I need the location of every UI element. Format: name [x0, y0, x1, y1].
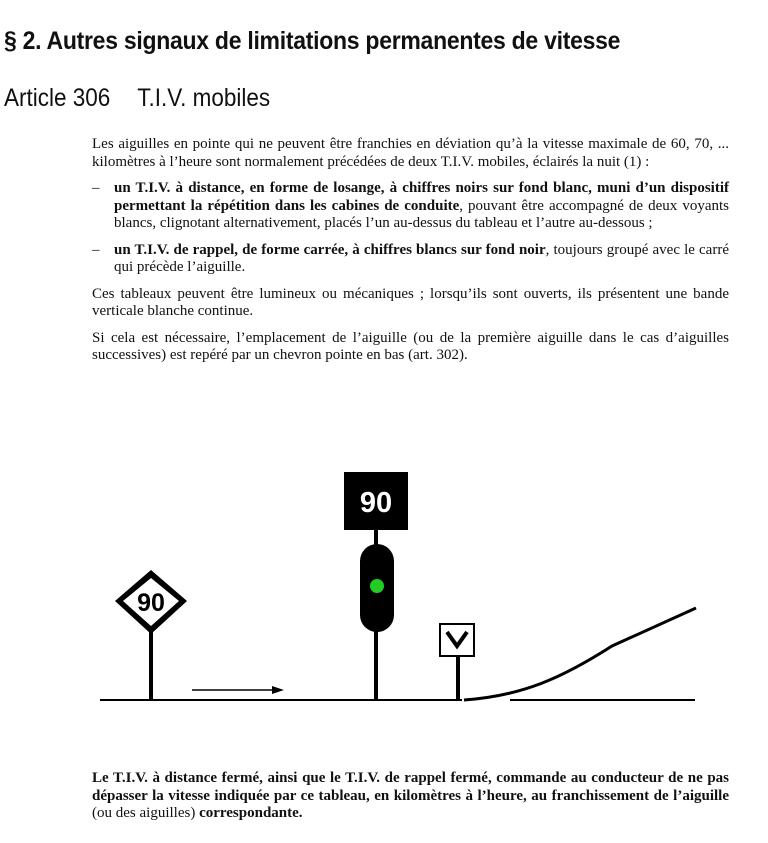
- green-signal-light: [370, 579, 384, 593]
- bullet-dash: –: [92, 241, 100, 258]
- bullet-bold-text: un T.I.V. de rappel, de forme carrée, à chiffres blancs sur fond noir: [114, 241, 546, 258]
- caption-normal: (ou des aiguilles): [92, 805, 200, 821]
- square-sign-value: 90: [359, 487, 393, 519]
- section-title: § 2. Autres signaux de limitations permanentes de vitesse: [4, 27, 621, 55]
- bullet-item: [92, 242, 729, 277]
- bullet-text: [114, 242, 729, 277]
- caption: [92, 770, 729, 823]
- bullet-bold-text: un T.I.V. à distance, en forme de losange, à chiffres noirs sur fond blanc, muni d’un dispositif permettant la répétition dans les cabines de conduite: [114, 180, 729, 214]
- direction-arrowhead-icon: [272, 686, 284, 694]
- paragraph-lumineux: Ces tableaux peuvent être lumineux ou mécaniques ; lorsqu’ils sont ouverts, ils présentent une bande verticale blanche continue.: [92, 285, 729, 319]
- article-number: Article 306: [4, 84, 111, 112]
- chevron-sign: [440, 624, 474, 656]
- bullet-rest-text: , toujours groupé avec le carré qui précède l’aiguille.: [114, 241, 729, 275]
- intro-paragraph: Les aiguilles en pointe qui ne peuvent être franchies en déviation qu’à la vitesse maximale de 60, 70, ... kilomètres à l’heure sont normalement précédées de deux T.I.V. mobiles, éclairés la nuit (1) :: [92, 136, 729, 170]
- paragraph-chevron: Si cela est nécessaire, l’emplacement de l’aiguille (ou de la première aiguille dans le cas d’aiguilles successives) est repéré par un chevron pointe en bas (art. 302).: [92, 329, 729, 363]
- diamond-sign-value: 90: [137, 589, 165, 617]
- article-heading: [4, 84, 270, 113]
- bullet-item: [92, 180, 729, 233]
- bullet-rest-text: , pouvant être accompagné de deux voyants blancs, clignotant alternativement, placés l’un au-dessus du tableau et l’autre au-dessous ;: [114, 197, 729, 231]
- article-body: [92, 136, 729, 374]
- bullet-dash: –: [92, 180, 100, 196]
- diverging-track: [464, 608, 696, 700]
- caption-bold-2: correspondante.: [199, 805, 303, 821]
- article-title: T.I.V. mobiles: [137, 84, 271, 112]
- bullet-text: [114, 180, 729, 233]
- caption-bold-1: Le T.I.V. à distance fermé, ainsi que le T.I.V. de rappel fermé, commande au conducteur de ne pas dépasser la vitesse indiquée par ce tableau, en kilomètres à l’heure, au franchissement de l’aiguille: [92, 770, 729, 804]
- signal-illustration: [92, 468, 712, 718]
